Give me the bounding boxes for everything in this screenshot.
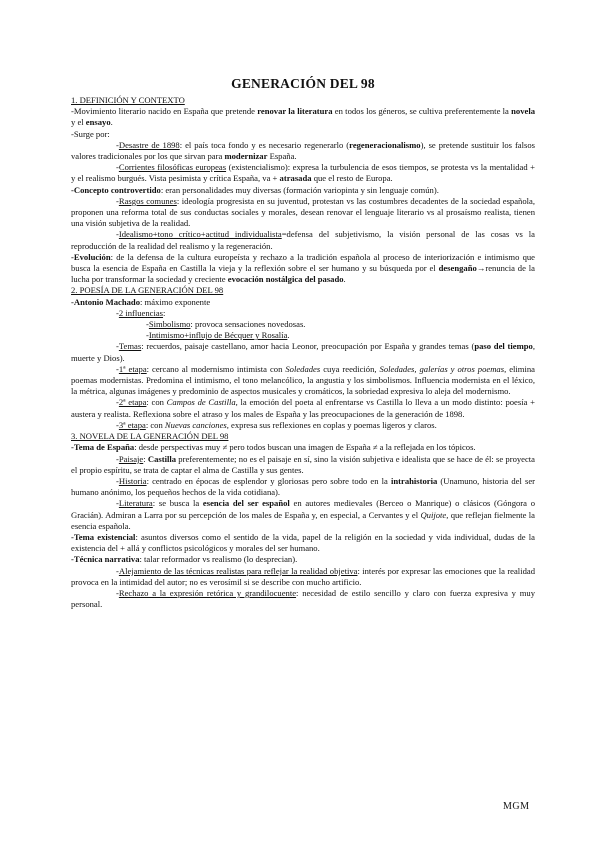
paragraph-historia: -Historia: centrado en épocas de esplendor y gloriosas pero sobre todo en la intrahistoria (Unamuno, historia del ser humano anónimo, los pequeños hechos de la vida cotidiana). xyxy=(71,475,535,498)
paragraph-tercera-etapa: -3ª etapa: con Nuevas canciones, expresa sus reflexiones en coplas y poemas ligeros y claros. xyxy=(116,419,437,430)
paragraph-temas: -Temas: recuerdos, paisaje castellano, amor hacia Leonor, preocupación por España y grandes temas (paso del tiempo, muerte y Dios). xyxy=(71,341,535,363)
paragraph-surge-por: -Surge por: xyxy=(71,128,110,139)
paragraph-alejamiento: -Alejamiento de las técnicas realistas para reflejar la realidad objetiva: interés por expresar las emociones que la realidad provoca en la intimidad del autor; no es verosímil si se describe con mucho artificio. xyxy=(71,565,535,587)
paragraph-evolucion: -Evolución: de la defensa de la cultura europeísta y rechazo a la tradición española al proceso de interiorización e intimismo que busca la esencia de España en Castilla la vieja y la reflexión sobre el ser humano y su búsqueda por el desengaño→renuncia de la lucha por transformar la sociedad y creciente evocación nostálgica del pasado. xyxy=(71,251,535,285)
paragraph-segunda-etapa: -2ª etapa: con Campos de Castilla, la emoción del poeta al enfrentarse vs Castilla lo lleva a un modo distinto: poesía + austera y realista. Reflexiona sobre el atraso y los males de España y las preocupaciones de la generación de 1898. xyxy=(71,397,535,419)
paragraph-rechazo: -Rechazo a la expresión retórica y grandilocuente: necesidad de estilo sencillo y claro con fuerza expresiva y muy personal. xyxy=(71,587,535,610)
document-body xyxy=(71,76,535,610)
paragraph-desastre: -Desastre de 1898: el país toca fondo y es necesario regenerarlo (regeneracionalismo), se pretende sustituir los falsos valores tradicionales por los que sirvan para modernizar España. xyxy=(71,139,535,162)
paragraph-concepto: -Concepto controvertido: eran personalidades muy diversas (formación variopinta y sin lenguaje común). xyxy=(71,184,439,195)
paragraph-tema-existencial: -Tema existencial: asuntos diversos como el sentido de la vida, papel de la religión en la sociedad y vida individual, dudas de la existencia del + allá y conflictos psicológicos y morales del ser humano. xyxy=(71,531,535,554)
paragraph-corrientes: -Corrientes filosóficas europeas (existencialismo): expresa la turbulencia de esos tiempos, se protesta vs la mentalidad + y el realismo burgués. Vista pesimista y crítica España, va + atrasada que el resto de Europa. xyxy=(71,162,536,184)
section-heading-definicion: 1. DEFINICIÓN Y CONTEXTO xyxy=(71,95,185,105)
footer-initials: MGM xyxy=(503,801,530,812)
section-heading-poesia: 2. POESÍA DE LA GENERACIÓN DEL 98 xyxy=(71,285,224,296)
paragraph-literatura: -Literatura: se busca la esencia del ser español en autores medievales (Berceo o Manrique) o clásicos (Góngora o Gracián). Admiran a Larra por su percepción de los males de España y, en especial, a Cervantes y el Quijote, que reflejan fielmente la esencia española. xyxy=(71,498,535,531)
paragraph-tema-espana: -Tema de España: desde perspectivas muy ≠ pero todos buscan una imagen de España ≠ a la reflejada en los tópicos. xyxy=(71,442,476,453)
paragraph-movimiento: -Movimiento literario nacido en España que pretende renovar la literatura en todos los géneros, se cultiva preferentemente la novela y el ensayo. xyxy=(71,106,535,128)
paragraph-intimismo: -Intimismo+influjo de Bécquer y Rosalía. xyxy=(146,330,290,341)
paragraph-idealismo: -Idealismo+tono crítico+actitud individualista=defensa del subjetivismo, la visión personal de las cosas vs la reproducción de la realidad del realismo y la regeneración. xyxy=(71,229,535,251)
paragraph-tecnica-narrativa: -Técnica narrativa: talar reformador vs realismo (lo desprecian). xyxy=(71,554,298,565)
section-heading-novela: 3. NOVELA DE LA GENERACIÓN DEL 98 xyxy=(71,431,229,442)
paragraph-influencias: -2 influencias: xyxy=(116,307,166,318)
paragraph-simbolismo: -Simbolismo: provoca sensaciones novedosas. xyxy=(146,319,306,330)
document-title: GENERACIÓN DEL 98 xyxy=(231,76,375,91)
paragraph-rasgos: -Rasgos comunes: ideología progresista en su juventud, protestan vs las costumbres decadentes de la sociedad española, proponen una reforma total de sus conductas sociales y morales, desean renovar el lenguaje literario vs al prosaísmo realista, tienen una visión subjetiva de la realidad. xyxy=(71,195,535,229)
paragraph-antonio-machado: -Antonio Machado: máximo exponente xyxy=(71,296,211,307)
paragraph-paisaje: -Paisaje: Castilla preferentemente; no es el paisaje en sí, sino la visión subjetiva e idealista que se hace de él: se proyecta el propio espíritu, se trata de captar el alma de Castilla y sus gentes. xyxy=(71,453,535,475)
paragraph-primera-etapa: -1ª etapa: cercano al modernismo intimista con Soledades cuya reedición, Soledades, galerías y otros poemas, elimina poemas modernistas. Predomina el intimismo, el tono melancólico, la angustia y los simbolismos. Influencia modernista en el léxico, la métrica, algunas imágenes y predominio de aspectos musicales y cromáticos, la sobriedad expresiva lo aleja del modernismo. xyxy=(71,363,535,397)
